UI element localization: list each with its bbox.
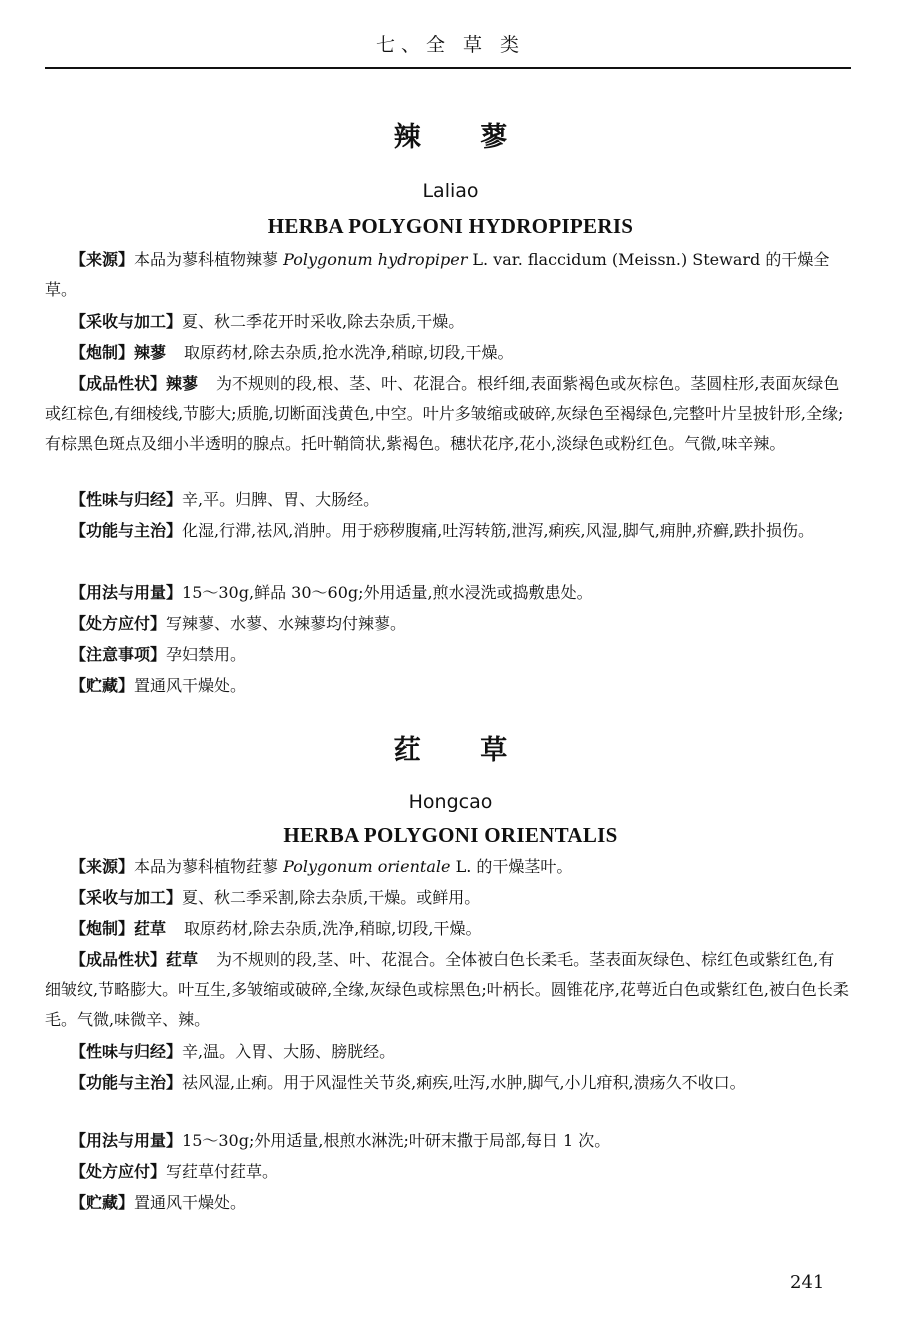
entry2-prescription: 【处方应付】写荭草付荭草。 xyxy=(70,1162,279,1181)
entry2-product: 【成品性状】荭草 为不规则的段,茎、叶、花混合。全体被白色长柔毛。茎表面灰绿色、棕红色或紫红色,有细皱纹,节略膨大。叶互生,多皱缩或破碎,全缘,灰绿色或棕黑色;叶柄长。圆锥花序,花萼近白色或紫红色,被白色长柔毛。气微,味微辛、辣。 xyxy=(45,950,849,1029)
entry1-harvest: 【采收与加工】夏、秋二季花开时采收,除去杂质,干燥。 xyxy=(70,312,465,331)
entry1-product: 【成品性状】辣蓼 为不规则的段,根、茎、叶、花混合。根纤细,表面紫褐色或灰棕色。茎圆柱形,表面灰绿色或红棕色,有细棱线,节膨大;质脆,切断面浅黄色,中空。叶片多皱缩或破碎,灰绿色至褐绿色,完整叶片呈披针形,全缘;有棕黑色斑点及细小半透明的腺点。托叶鞘筒状,紫褐色。穗状花序,花小,淡绿色或粉红色。气微,味辛辣。 xyxy=(45,374,844,453)
entry2-dosage: 【用法与用量】15～30g;外用适量,根煎水淋洗;叶研末撒于局部,每日 1 次。 xyxy=(70,1131,611,1150)
page-number: 241 xyxy=(790,1272,825,1293)
entry2-title: 荭 草 xyxy=(393,735,508,766)
entry2-latin-name: HERBA POLYGONI ORIENTALIS xyxy=(283,823,618,847)
header-rule xyxy=(45,67,851,69)
entry2-pinyin: Hongcao xyxy=(408,791,493,813)
entry1-prescription: 【处方应付】写辣蓼、水蓼、水辣蓼均付辣蓼。 xyxy=(70,614,407,633)
entry2-function: 【功能与主治】祛风湿,止痢。用于风湿性关节炎,痢疾,吐泻,水肿,脚气,小儿疳积,溃疡久不收口。 xyxy=(70,1073,746,1092)
entry1-storage: 【贮藏】置通风干燥处。 xyxy=(70,676,247,695)
entry1-processing: 【炮制】辣蓼 取原药材,除去杂质,抢水洗净,稍晾,切段,干燥。 xyxy=(70,343,514,362)
entry2-source: 【来源】本品为蓼科植物荭蓼 Polygonum orientale L. 的干燥茎叶。 xyxy=(70,857,573,876)
entry1-function: 【功能与主治】化湿,行滞,祛风,消肿。用于痧秽腹痛,吐泻转筋,泄泻,痢疾,风湿,脚气,痈肿,疥癣,跌扑损伤。 xyxy=(70,521,814,540)
entry1-source: 【来源】本品为蓼科植物辣蓼 Polygonum hydropiper L. var. flaccidum (Meissn.) Steward 的干燥全草。 xyxy=(45,250,830,299)
entry2-harvest: 【采收与加工】夏、秋二季采割,除去杂质,干燥。或鲜用。 xyxy=(70,888,481,907)
entry1-dosage: 【用法与用量】15～30g,鲜品 30～60g;外用适量,煎水浸洗或捣敷患处。 xyxy=(70,583,593,602)
entry1-pinyin: Laliao xyxy=(422,180,479,202)
entry2-nature: 【性味与归经】辛,温。入胃、大肠、膀胱经。 xyxy=(70,1042,396,1061)
entry2-processing: 【炮制】荭草 取原药材,除去杂质,洗净,稍晾,切段,干燥。 xyxy=(70,919,482,938)
running-header: 七、全 草 类 xyxy=(375,34,526,56)
entry2-storage: 【贮藏】置通风干燥处。 xyxy=(70,1193,247,1212)
entry1-caution: 【注意事项】孕妇禁用。 xyxy=(70,645,247,664)
entry1-title: 辣 蓼 xyxy=(393,122,508,153)
entry1-nature: 【性味与归经】辛,平。归脾、胃、大肠经。 xyxy=(70,490,380,509)
entry1-latin-name: HERBA POLYGONI HYDROPIPERIS xyxy=(267,214,634,238)
